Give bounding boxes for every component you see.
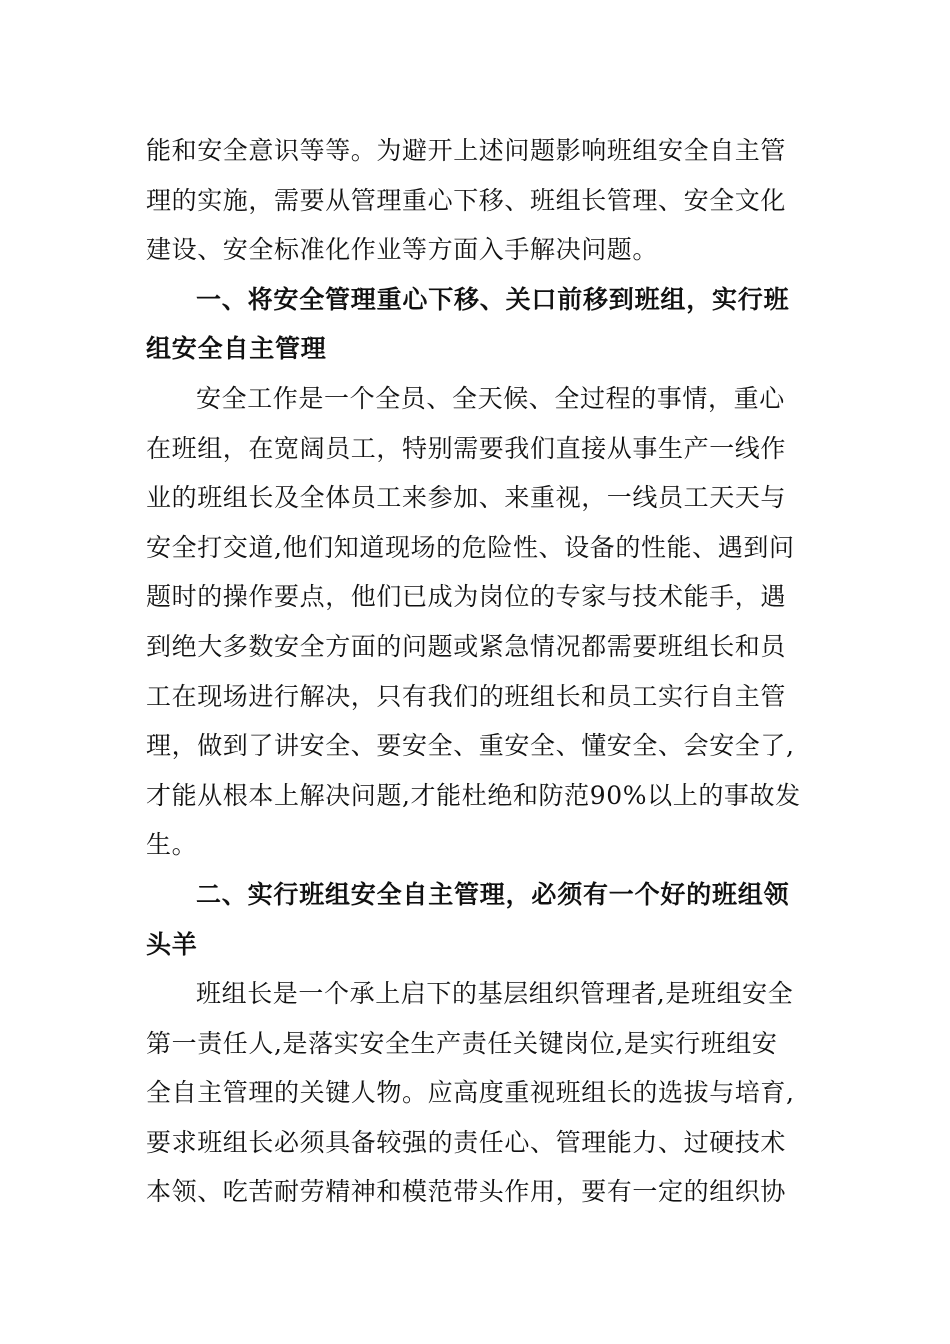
text-line: 才能从根本上解决问题,才能杜绝和防范90%以上的事故发: [146, 780, 801, 810]
text-line: 本领、吃苦耐劳精神和模范带头作用，要有一定的组织协: [146, 1177, 787, 1207]
text-line: 班组长是一个承上启下的基层组织管理者,是班组安全: [196, 979, 794, 1009]
heading-line: 头羊: [146, 929, 198, 959]
text-line: 第一责任人,是落实安全生产责任关键岗位,是实行班组安: [146, 1028, 778, 1058]
section-heading-2: [146, 870, 806, 969]
text-line: 安全打交道,他们知道现场的危险性、设备的性能、遇到问: [146, 532, 795, 562]
text-line: 理的实施，需要从管理重心下移、班组长管理、安全文化: [146, 185, 787, 215]
paragraph-section-1: [146, 374, 806, 870]
text-line: 在班组，在宽阔员工，特别需要我们直接从事生产一线作: [146, 433, 787, 463]
text-line: 业的班组长及全体员工来参加、来重视，一线员工天天与: [146, 483, 787, 513]
document-body: [146, 126, 806, 1217]
text-line: 工在现场进行解决，只有我们的班组长和员工实行自主管: [146, 681, 787, 711]
text-line: 要求班组长必须具备较强的责任心、管理能力、过硬技术: [146, 1127, 787, 1157]
section-heading-1: [146, 275, 806, 374]
heading-line: 二、实行班组安全自主管理，必须有一个好的班组领: [196, 879, 790, 909]
text-line: 到绝大多数安全方面的问题或紧急情况都需要班组长和员: [146, 631, 787, 661]
text-line: 理，做到了讲安全、要安全、重安全、懂安全、会安全了,: [146, 731, 795, 761]
heading-line: 一、将安全管理重心下移、关口前移到班组，实行班: [196, 284, 790, 314]
paragraph-continuation: [146, 126, 806, 275]
text-line: 安全工作是一个全员、全天候、全过程的事情，重心: [196, 383, 785, 413]
text-line: 全自主管理的关键人物。应高度重视班组长的选拔与培育,: [146, 1078, 795, 1108]
text-line: 建设、安全标准化作业等方面入手解决问题。: [146, 235, 659, 265]
text-line: 能和安全意识等等。为避开上述问题影响班组安全自主管: [146, 136, 787, 165]
heading-line: 组安全自主管理: [146, 334, 327, 364]
text-line: 生。: [146, 830, 198, 860]
text-line: 题时的操作要点，他们已成为岗位的专家与技术能手，遇: [146, 582, 787, 612]
paragraph-section-2: [146, 969, 806, 1217]
